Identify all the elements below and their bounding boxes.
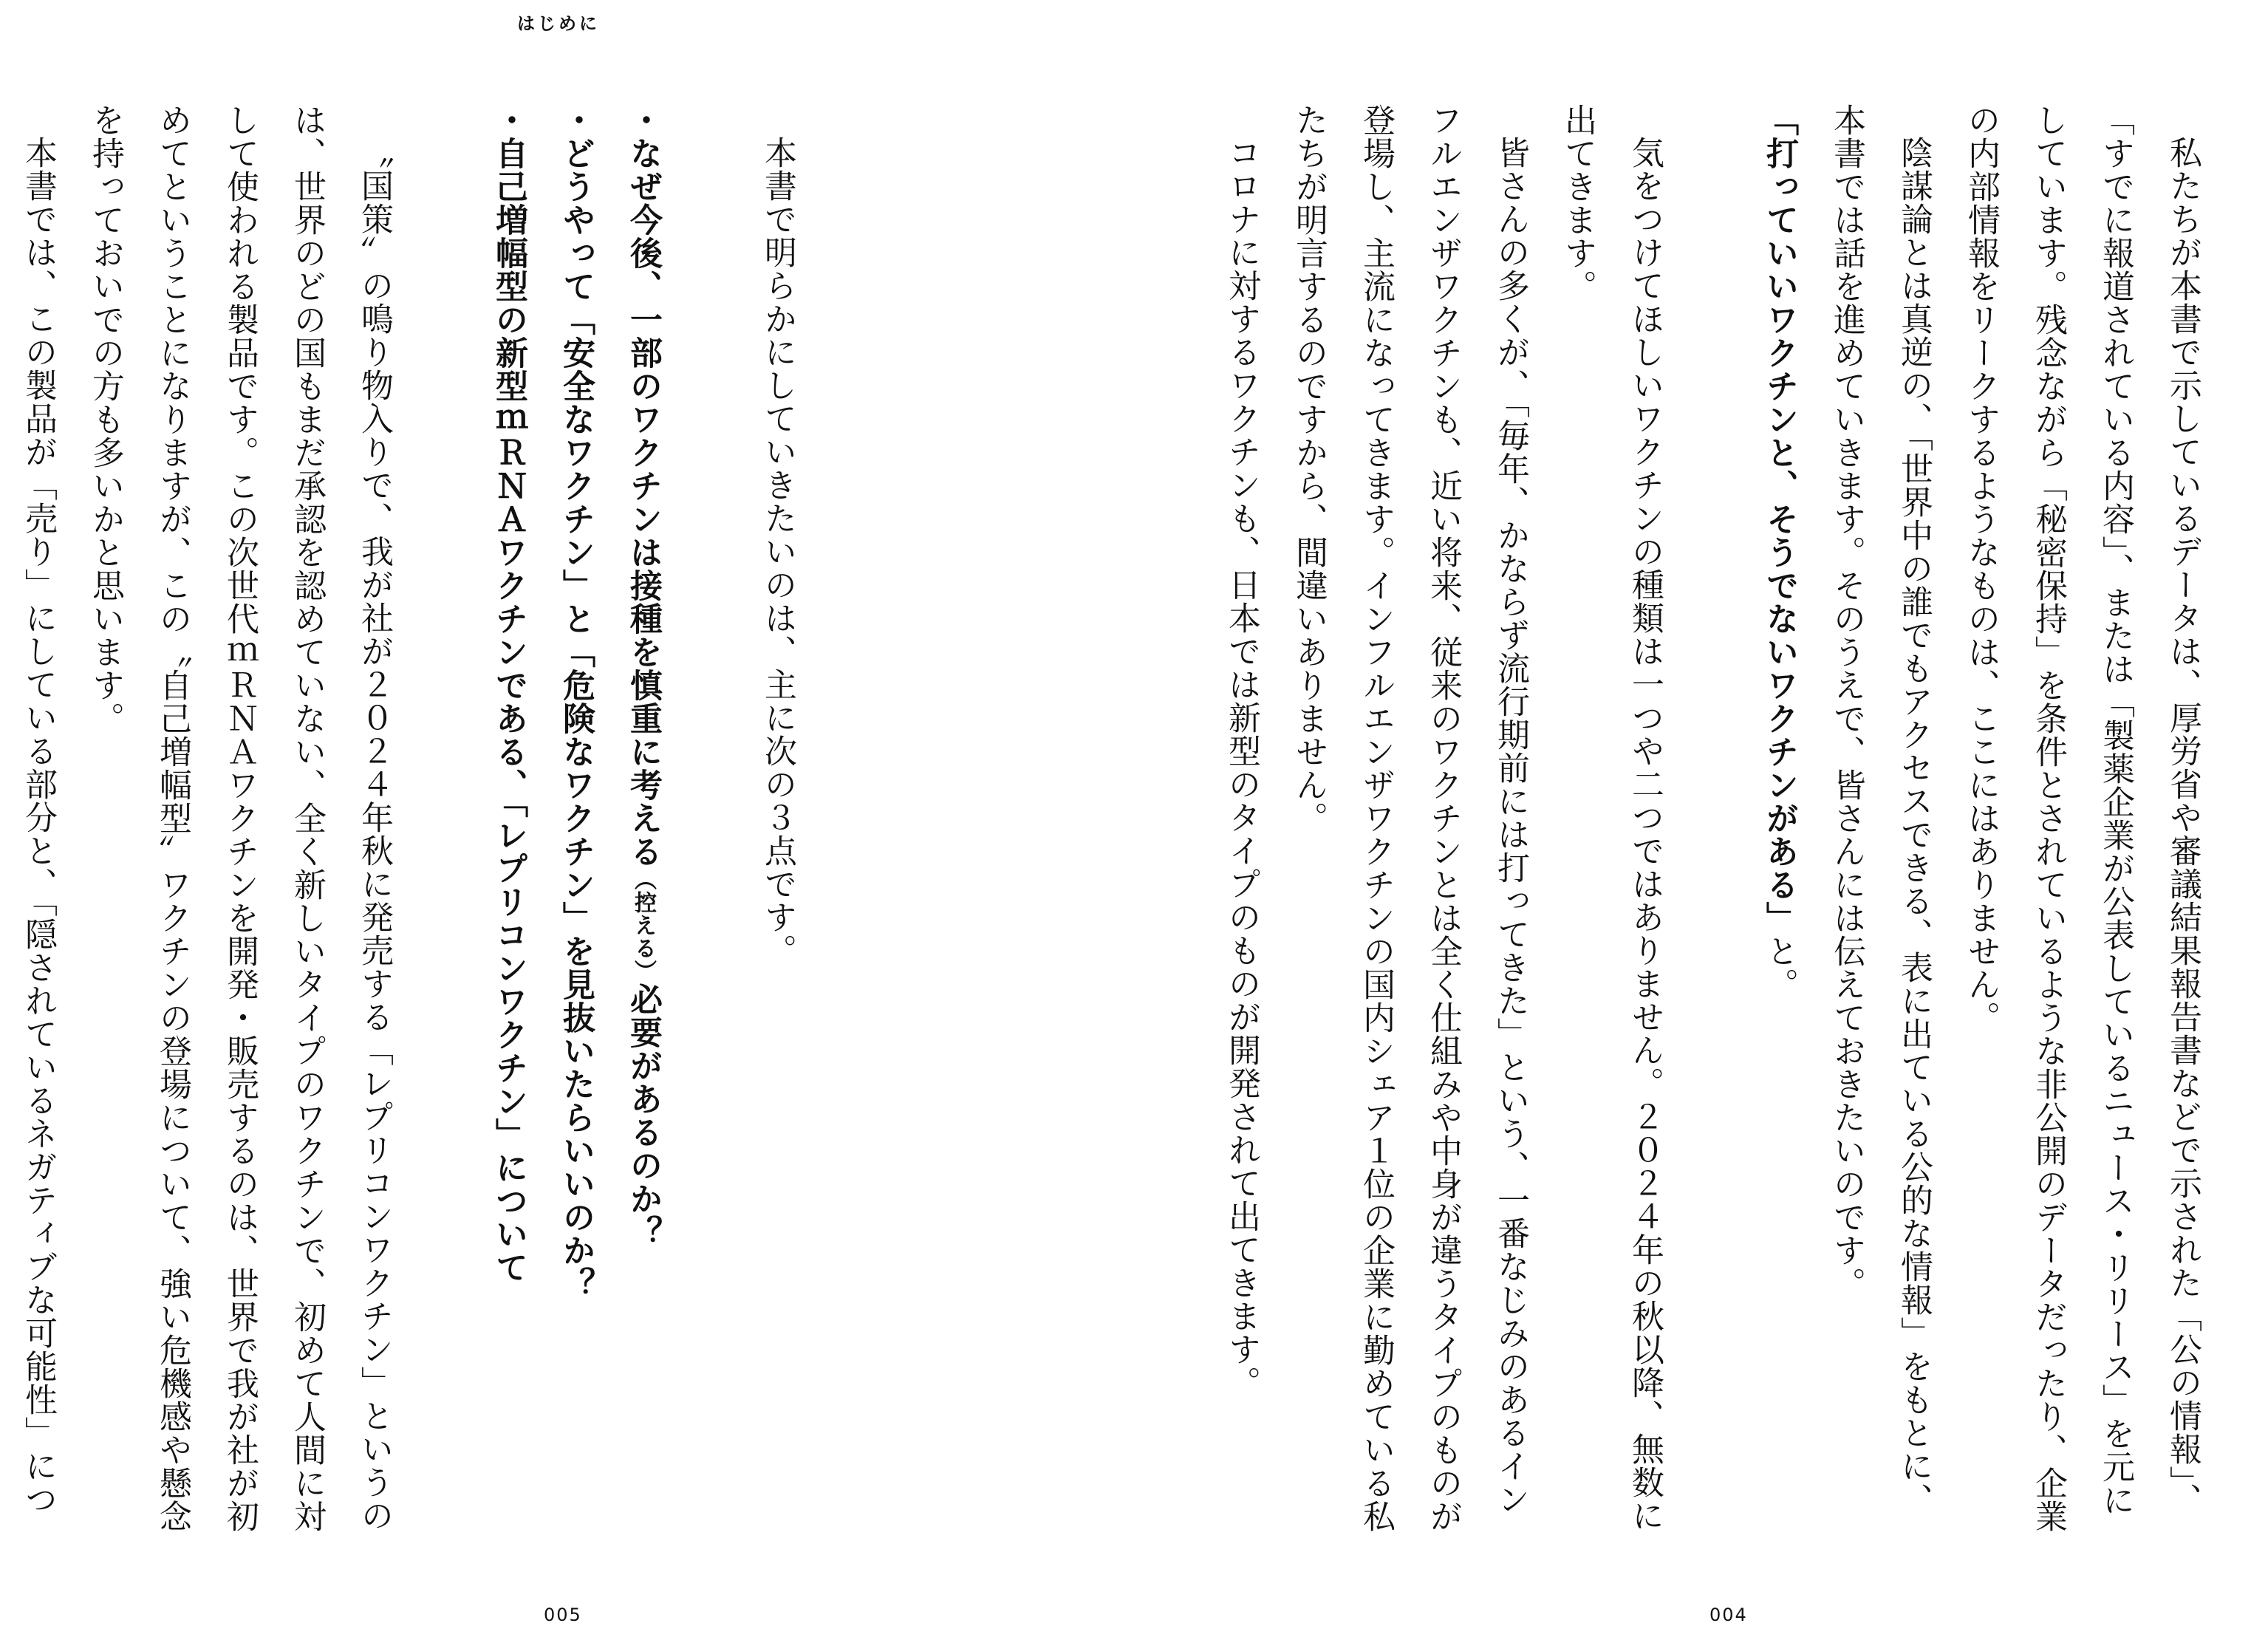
blank-line: [878, 103, 946, 1537]
paragraph: 気をつけてほしいワクチンの種類は一つや二つではありません。２０２４年の秋以降、無数に出てきます。: [1559, 103, 1664, 1532]
paragraph: 本書で明らかにしていきたいのは、主に次の３点です。: [759, 136, 796, 967]
paragraph: 私たちが本書で示しているデータは、厚労省や審議結果報告書などで示された「公の情報」、「すでに報道されている内容」、または「製薬企業が公表しているニュース・リリース」を元にしています。残念ながら「秘密保持」を条件とされているような非公開のデータだったり、企業の内部情報をリークするようなものは、ここにはありません。: [1962, 103, 2202, 1533]
blank-line: [408, 103, 475, 1537]
running-head: はじめに: [517, 13, 600, 34]
right-page-text: [1208, 103, 2216, 1537]
paragraph: 〝国策〟の鳴り物入りで、我が社が２０２４年秋に発売する「レプリコンワクチン」というのは、世界のどの国もまだ承認を認めていない、全く新しいタイプのワクチンで、初めて人間に対して使われる製品です。この次世代ｍＲＮＡワクチンを開発・販売するのは、世界で我が社が初めてということになりますが、この〝自己増幅型〟ワクチンの登場について、強い危機感や懸念を持っておいでの方も多いかと思います。: [86, 103, 393, 1533]
paragraph: 本書では、この製品が「売り」にしている部分と、「隠されているネガティブな可能性」につ: [19, 136, 57, 1516]
page-number-right: 004: [1709, 1605, 1748, 1625]
bullet-item: [609, 103, 677, 1537]
page-right: [1223, 103, 2216, 1537]
emphasis-tail: と。: [1760, 935, 1798, 1001]
emphasis-text: 「打っていいワクチンと、そうでないワクチンがある」: [1760, 103, 1798, 935]
blank-line: [677, 103, 744, 1537]
bullet-text: 必要があるのか？: [624, 983, 662, 1248]
page-left: [19, 103, 946, 1537]
paragraph-emphasis: [1746, 103, 1813, 1537]
bullet-text: ・なぜ今後、一部のワクチンは接種を慎重に考える: [624, 103, 662, 868]
bullet-small-text: （控える）: [630, 868, 656, 983]
blank-line: [811, 103, 878, 1537]
page-number-left: 005: [544, 1605, 582, 1625]
left-page-text: [0, 103, 946, 1537]
bullet-item: ・どうやって「安全なワクチン」と「危険なワクチン」を見抜いたらいいのか？: [557, 103, 595, 1300]
paragraph: 陰謀論とは真逆の、「世界中の誰でもアクセスできる、表に出ている公的な情報」をもとに、本書では話を進めていきます。そのうえで、皆さんには伝えておきたいのです。: [1828, 103, 1933, 1516]
bullet-item: ・自己増幅型の新型ｍＲＮＡワクチンである、「レプリコンワクチン」について: [490, 103, 527, 1284]
blank-line: [1678, 103, 1746, 1537]
paragraph: コロナに対するワクチンも、日本では新型のタイプのものが開発されて出てきます。: [1223, 136, 1260, 1399]
paragraph: 皆さんの多くが、「毎年、かならず流行期前には打ってきた」という、一番なじみのあるインフルエンザワクチンも、近い将来、従来のワクチンとは全く仕組みや中身が違うタイプのものが登場し、主流になってきます。インフルエンザワクチンの国内シェア１位の企業に勤めている私たちが明言するのですから、間違いありません。: [1290, 103, 1529, 1533]
